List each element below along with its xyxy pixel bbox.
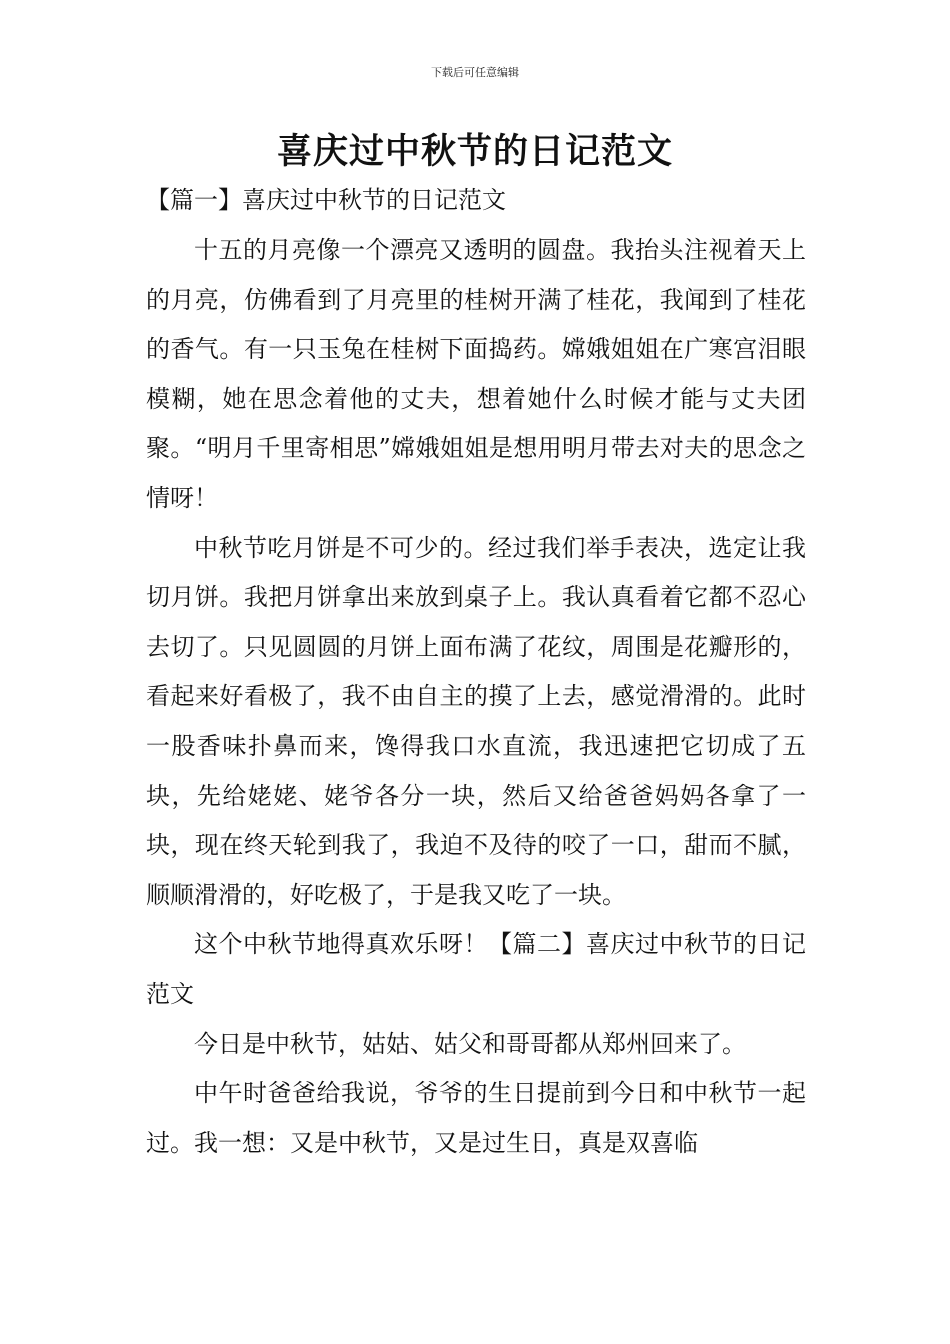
paragraph: 这个中秋节地得真欢乐呀！【篇二】喜庆过中秋节的日记范文	[146, 930, 806, 1008]
paragraph: 十五的月亮像一个漂亮又透明的圆盘。我抬头注视着天上的月亮，仿佛看到了月亮里的桂树开满了桂花，我闻到了桂花的香气。有一只玉兔在桂树下面捣药。嫦娥姐姐在广寒宫泪眼模糊，她在思念着他的丈夫，想着她什么时候才能与丈夫团聚。“明月千里寄相思”嫦娥姐姐是想用明月带去对夫的思念之情呀！	[146, 236, 806, 512]
header-note: 下载后可任意编辑	[431, 66, 519, 79]
section-heading: 【篇一】喜庆过中秋节的日记范文	[146, 186, 506, 214]
paragraph: 中午时爸爸给我说，爷爷的生日提前到今日和中秋节一起过。我一想：又是中秋节，又是过生日，真是双喜临	[146, 1079, 806, 1157]
paragraph: 中秋节吃月饼是不可少的。经过我们举手表决，选定让我切月饼。我把月饼拿出来放到桌子上。我认真看着它都不忍心去切了。只见圆圆的月饼上面布满了花纹，周围是花瓣形的，看起来好看极了，我不由自主的摸了上去，感觉滑滑的。此时一股香味扑鼻而来，馋得我口水直流，我迅速把它切成了五块，先给姥姥、姥爷各分一块，然后又给爸爸妈妈各拿了一块，现在终天轮到我了，我迫不及待的咬了一口，甜而不腻，顺顺滑滑的，好吃极了，于是我又吃了一块。	[146, 533, 806, 909]
paragraph: 今日是中秋节，姑姑、姑父和哥哥都从郑州回来了。	[194, 1029, 746, 1058]
document-title: 喜庆过中秋节的日记范文	[276, 131, 673, 172]
document-body	[146, 226, 806, 1168]
